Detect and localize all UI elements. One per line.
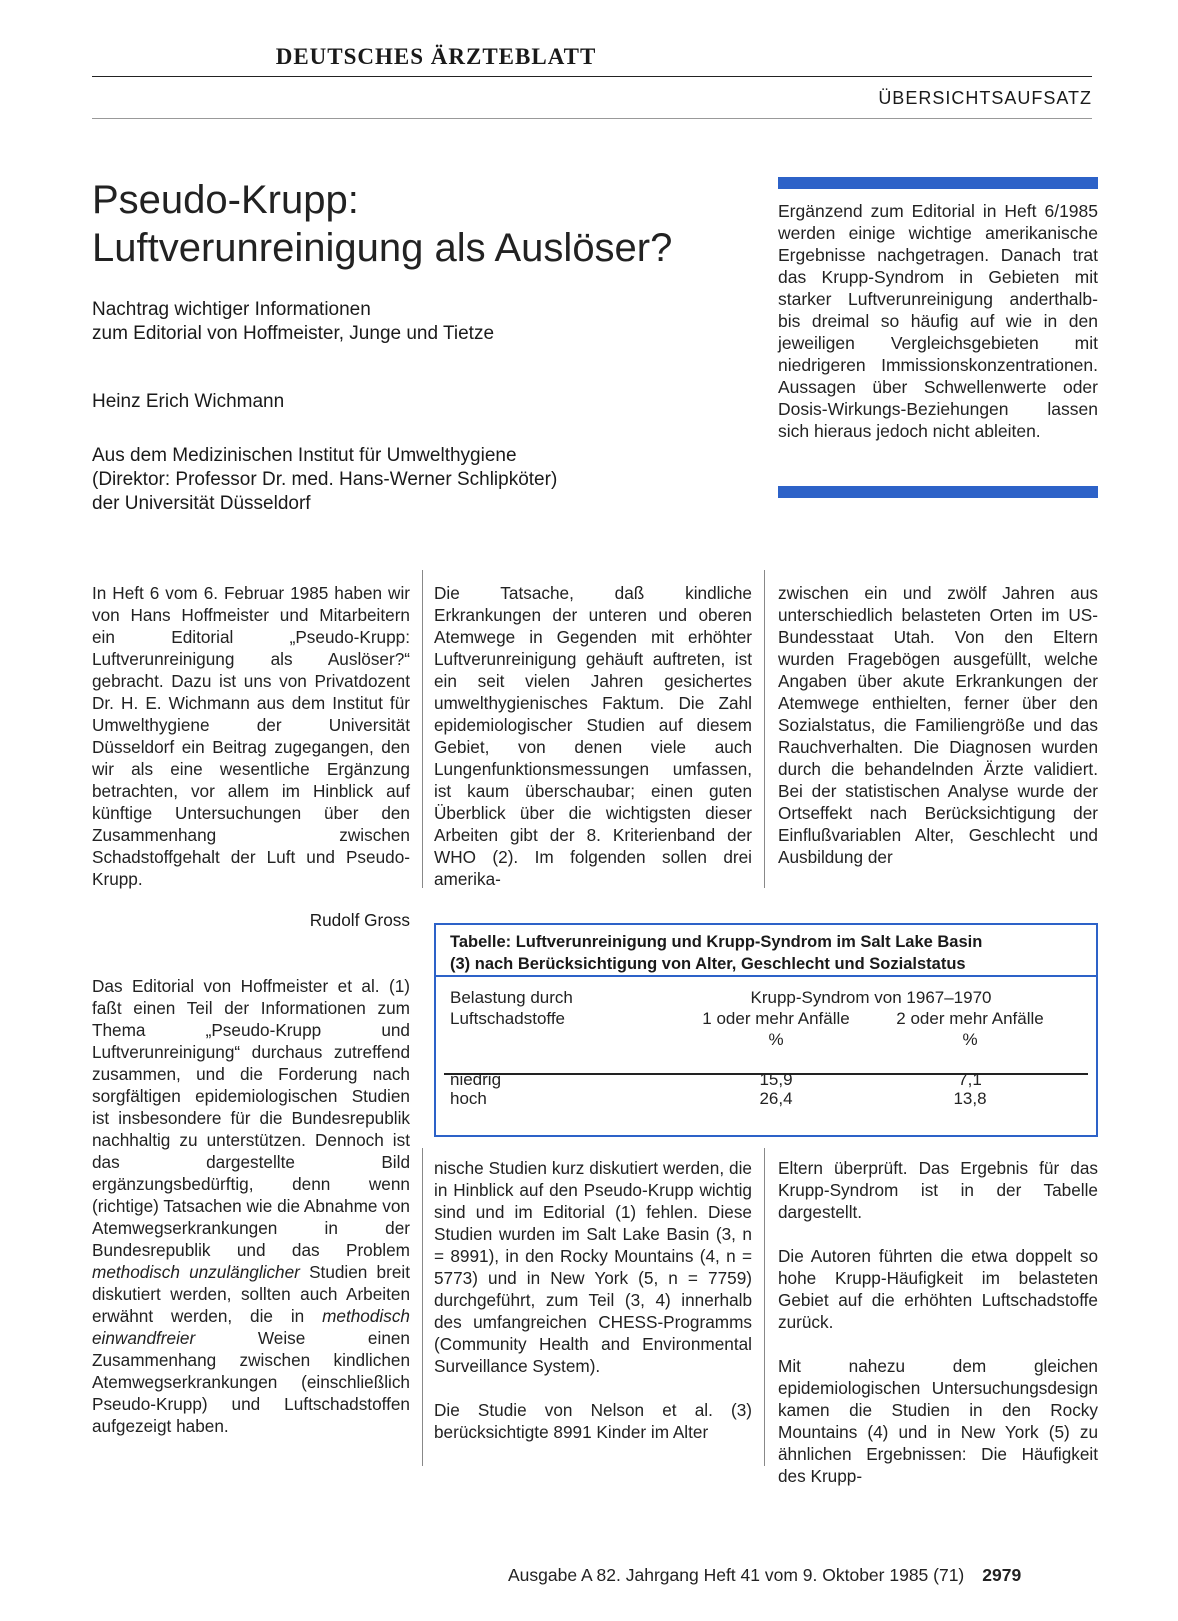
- table-cell: 7,1: [958, 1070, 982, 1089]
- paragraph: Die Studie von Nelson et al. (3) berücksichtigte 8991 Kinder im Alter: [434, 1400, 752, 1442]
- paragraph: Die Autoren führten die etwa doppelt so hohe Krupp-Häufigkeit im belasteten Gebiet auf die erhöhten Luftschadstoffe zurück.: [778, 1246, 1098, 1332]
- affiliation-line-1: Aus dem Medizinischen Institut für Umwelthygiene: [92, 445, 517, 466]
- body-text: Studien breit diskutiert werden, sollten auch Arbeiten erwähnt werden, die in: [92, 1262, 410, 1326]
- table-cell: 26,4: [759, 1089, 793, 1108]
- column-header-1: 1 oder mehr Anfälle: [702, 1009, 850, 1028]
- title-line-1: Pseudo-Krupp:: [92, 178, 359, 222]
- affiliation-line-3: der Universität Düsseldorf: [92, 493, 311, 514]
- column-separator: [764, 1148, 765, 1466]
- body-text: Das Editorial von Hoffmeister et al. (1) faßt einen Teil der Informationen zum Thema „Pseudo-Krupp und Luftverunreinigung“ durchaus zutreffend zusammen, und die Forderung nach sorgfältigen epidemiologischen Studien ist insbesondere für die Bundesrepublik nachhaltig zu unterstützen. Dennoch ist das dargestellte Bild ergänzungsbedürftig, denn wenn (richtige) Tatsachen wie die Abnahme von Atemwegserkrankungen in der Bundesrepublik und das Problem: [92, 976, 410, 1260]
- editor-note: In Heft 6 vom 6. Februar 1985 haben wir von Hans Hoffmeister und Mitarbeitern ein Editorial „Pseudo-Krupp: Luftverunreinigung als Auslöser?“ gebracht. Dazu ist uns von Privatdozent Dr. H. E. Wichmann aus dem Institut für Umwelthygiene der Universität Düsseldorf ein Beitrag zugegangen, den wir als eine wesentliche Ergänzung betrachten, vor allem im Hinblick auf künftige Untersuchungen über den Zusammenhang zwischen Schadstoffgehalt der Luft und Pseudo-Krupp.: [92, 583, 410, 889]
- subtitle-line-1: Nachtrag wichtiger Informationen: [92, 299, 371, 320]
- body-column-2-bottom: [434, 1157, 752, 1443]
- table-caption-line-2: (3) nach Berücksichtigung von Alter, Geschlecht und Sozialstatus: [450, 955, 966, 973]
- section-label: ÜBERSICHTSAUFSATZ: [878, 88, 1092, 108]
- editor-signature: Rudolf Gross: [309, 910, 410, 930]
- author-name: Heinz Erich Wichmann: [92, 391, 285, 412]
- body-column-2-top: Die Tatsache, daß kindliche Erkrankungen der unteren und oberen Atemwege in Gegenden mit erhöhter Luftverunreinigung gehäuft auftreten, ist ein seit vielen Jahren gesichertes umwelthygienisches Faktum. Die Zahl epidemiologischer Studien auf diesem Gebiet, von denen viele auch Lungenfunktionsmessungen umfassen, ist kaum überschaubar; einen guten Überblick über die wichtigsten dieser Arbeiten gibt der 8. Kriterienband der WHO (2). Im folgenden sollen drei amerika-: [434, 583, 752, 889]
- paragraph: Eltern überprüft. Das Ergebnis für das Krupp-Syndrom ist in der Tabelle dargestellt.: [778, 1158, 1098, 1222]
- page-footer: [508, 1565, 1098, 1586]
- page-number: 2979: [982, 1565, 1022, 1585]
- masthead-rule: [92, 76, 1092, 77]
- body-column-3-bottom: [778, 1157, 1098, 1487]
- unit-label-1: %: [768, 1030, 784, 1049]
- row-header: [450, 987, 573, 1029]
- column-separator: [422, 1148, 423, 1466]
- row-header-line-1: Belastung durch: [450, 988, 573, 1007]
- affiliation-line-2: (Direktor: Professor Dr. med. Hans-Werner Schlipköter): [92, 469, 558, 490]
- table-row-label: hoch: [450, 1089, 487, 1108]
- section-rule: [92, 118, 1092, 119]
- table-row-label: niedrig: [450, 1070, 502, 1089]
- body-column-3-top: zwischen ein und zwölf Jahren aus unterschiedlich belasteten Orten im US-Bundesstaat Utah. Von den Eltern wurden Fragebögen ausgefüllt, welche Angaben über akute Erkrankungen der Atemwege enthielten, ferner über den Sozialstatus, die Familiengröße und das Rauchverhalten. Die Diagnosen wurden durch die behandelnden Ärzte validiert. Bei der statistischen Analyse wurde der Ortseffekt nach Berücksichtigung der Einflußvariablen Alter, Geschlecht und Ausbildung der: [778, 583, 1098, 867]
- abstract-bottom-bar: [778, 486, 1098, 498]
- row-header-line-2: Luftschadstoffe: [450, 1009, 565, 1028]
- emphasis-text: methodisch einwandfreier: [92, 1306, 410, 1348]
- article-subtitle: [92, 298, 712, 346]
- paragraph: Mit nahezu dem gleichen epidemiologischen Untersuchungsdesign kamen die Studien in den Rocky Mountains (4) und in New York (5) zu ähnlichen Ergebnissen: Die Häufigkeit des Krupp-: [778, 1356, 1098, 1486]
- affiliation: [92, 444, 732, 516]
- emphasis-text: methodisch unzulänglicher: [92, 1262, 300, 1282]
- abstract-top-bar: [778, 177, 1098, 189]
- table-cell: 13,8: [953, 1089, 987, 1108]
- column-separator: [422, 570, 423, 888]
- data-table: [434, 923, 1098, 1137]
- body-column-1: [92, 975, 410, 1437]
- title-line-2: Luftverunreinigung als Auslöser?: [92, 226, 673, 270]
- masthead: DEUTSCHES ÄRZTEBLATT: [275, 44, 597, 69]
- table-cell: 15,9: [759, 1070, 793, 1089]
- table-caption: [436, 925, 1096, 977]
- paragraph: nische Studien kurz diskutiert werden, die in Hinblick auf den Pseudo-Krupp wichtig sind und im Editorial (1) fehlen. Diese Studien wurden im Salt Lake Basin (3, n = 8991), in den Rocky Mountains (4, n = 5773) und in New York (5, n = 7759) durchgeführt, zum Teil (3, 4) innerhalb des umfangreichen CHESS-Programms (Community Health and Environmental Surveillance System).: [434, 1158, 752, 1376]
- unit-label-2: %: [962, 1030, 978, 1049]
- article-title: [92, 176, 732, 272]
- footer-issue: Ausgabe A 82. Jahrgang Heft 41 vom 9. Oktober 1985 (71): [508, 1565, 965, 1585]
- group-header: Krupp-Syndrom von 1967–1970: [750, 988, 992, 1007]
- body-text: Weise einen Zusammenhang zwischen kindlichen Atemwegserkrankungen (einschließlich Pseudo-Krupp) und Luftschadstoffen aufgezeigt haben.: [92, 1328, 410, 1436]
- column-separator: [764, 570, 765, 888]
- abstract: Ergänzend zum Editorial in Heft 6/1985 werden einige wichtige amerikanische Ergebnisse nachgetragen. Danach trat das Krupp-Syndrom in Gebieten mit starker Luftverunreinigung anderthalb- bis dreimal so häufig auf wie in den jeweiligen Vergleichsgebieten mit niedrigeren Immissionskonzentrationen. Aussagen über Schwellenwerte oder Dosis-Wirkungs-Beziehungen lassen sich hieraus jedoch nicht ableiten.: [778, 201, 1098, 441]
- table-caption-line-1: Tabelle: Luftverunreinigung und Krupp-Syndrom im Salt Lake Basin: [450, 933, 983, 951]
- column-header-2: 2 oder mehr Anfälle: [896, 1009, 1044, 1028]
- subtitle-line-2: zum Editorial von Hoffmeister, Junge und Tietze: [92, 323, 495, 344]
